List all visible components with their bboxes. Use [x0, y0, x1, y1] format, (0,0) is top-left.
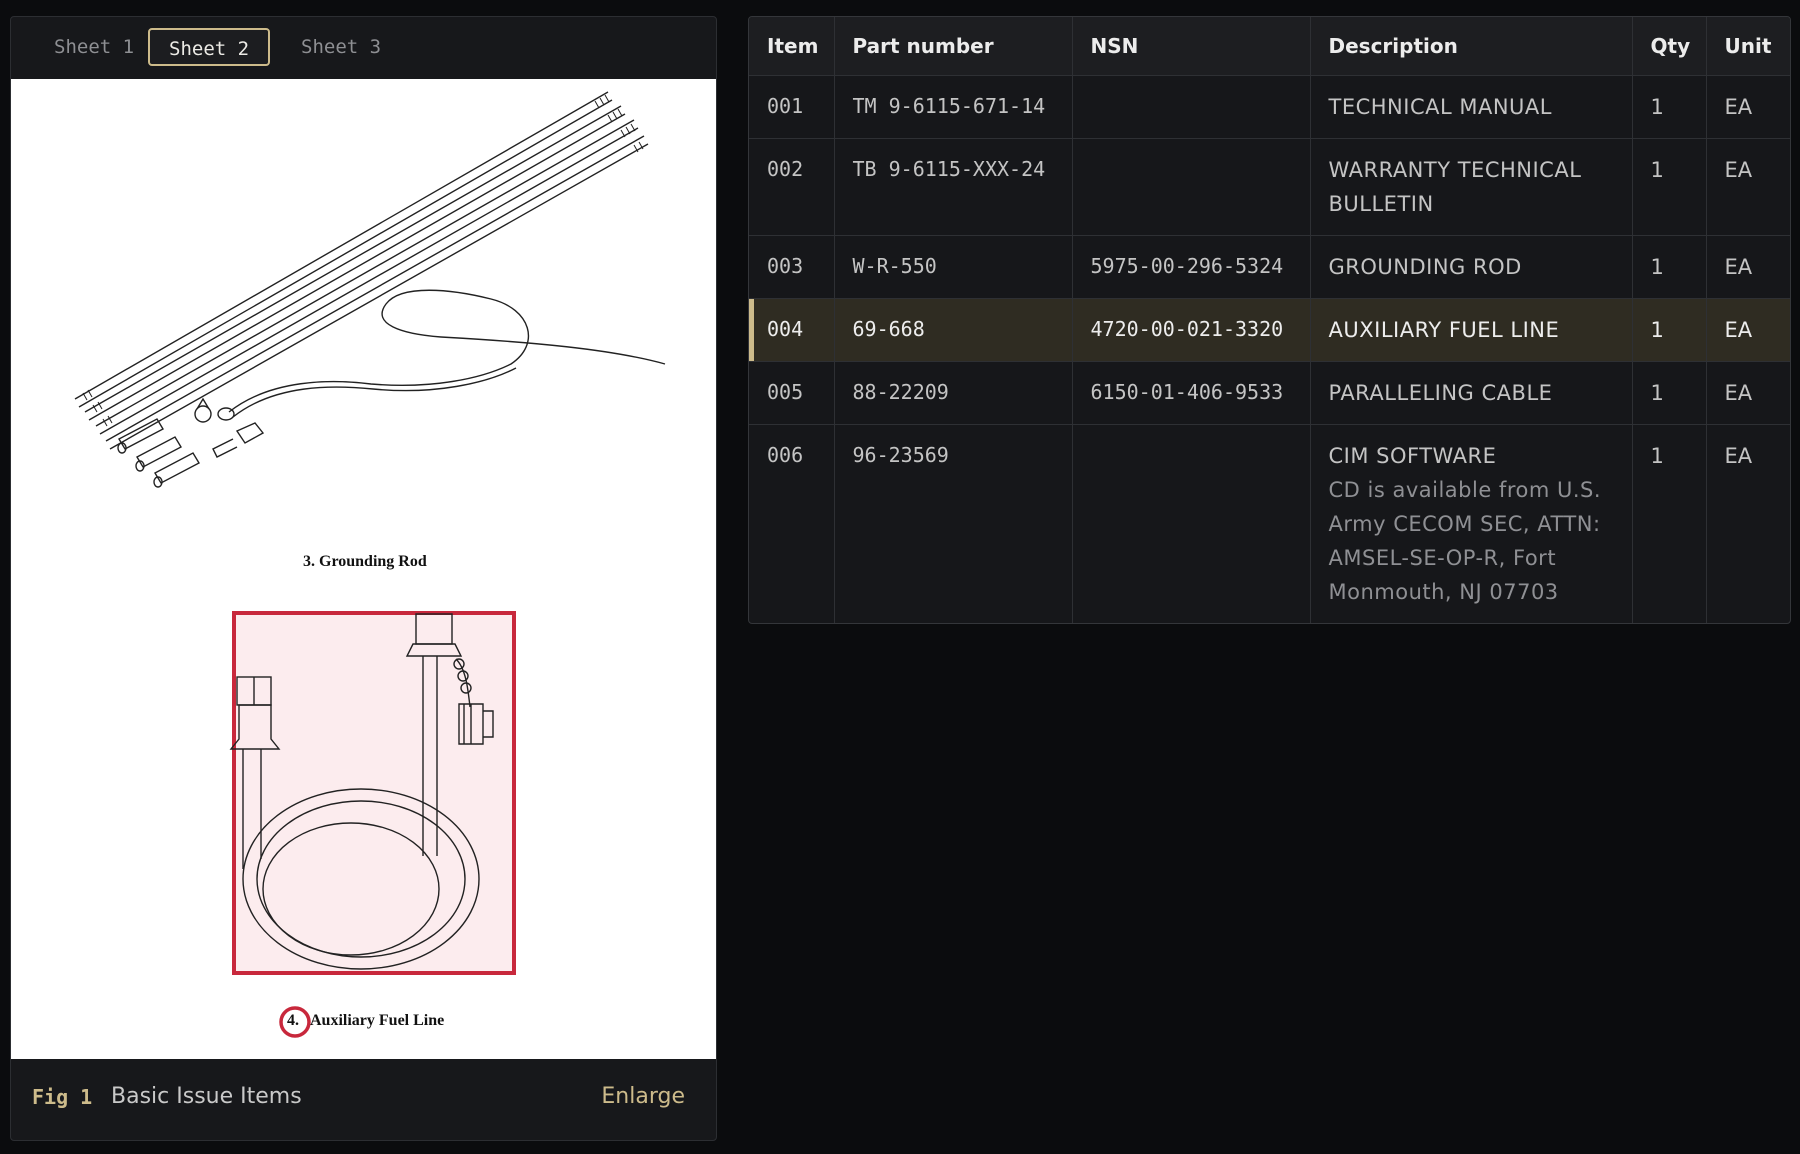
cell-item: 003: [749, 235, 834, 298]
header-unit[interactable]: Unit: [1706, 17, 1790, 75]
selected-item-highlight: [234, 613, 514, 973]
cell-description: TECHNICAL MANUAL: [1310, 75, 1632, 138]
cell-nsn: [1072, 138, 1310, 235]
caption-fuel-line: Auxiliary Fuel Line: [310, 1012, 445, 1029]
figure-title: Basic Issue Items: [111, 1084, 302, 1109]
cell-unit: EA: [1724, 443, 1753, 468]
header-qty[interactable]: Qty: [1632, 17, 1706, 75]
tab-sheet-1[interactable]: Sheet 1: [54, 36, 135, 58]
table-row[interactable]: [749, 424, 1790, 623]
cell-unit: EA: [1706, 235, 1790, 298]
cell-qty: 1: [1632, 235, 1706, 298]
cell-description: PARALLELING CABLE: [1310, 361, 1632, 424]
cell-item: 006: [749, 424, 834, 623]
cell-qty: 1: [1632, 75, 1706, 138]
figure-sheet: [11, 79, 716, 1059]
caption-fuel-line-number: 4.: [287, 1012, 299, 1029]
header-part-number[interactable]: Part number: [834, 17, 1072, 75]
figure-footer: [11, 1059, 716, 1141]
figure-panel: [10, 16, 717, 1141]
cell-nsn: 5975-00-296-5324: [1072, 235, 1310, 298]
enlarge-button[interactable]: Enlarge: [601, 1084, 685, 1109]
cell-qty: 1: [1632, 361, 1706, 424]
cell-nsn: [1072, 75, 1310, 138]
tab-sheet-3[interactable]: Sheet 3: [301, 36, 382, 58]
cell-nsn: 4720-00-021-3320: [1072, 298, 1310, 361]
cell-item: 004: [749, 298, 834, 361]
header-nsn[interactable]: NSN: [1072, 17, 1310, 75]
grounding-rod-illustration: [75, 92, 665, 487]
cell-qty: 1: [1632, 424, 1706, 623]
cell-unit: EA: [1706, 361, 1790, 424]
cell-nsn: [1072, 424, 1310, 623]
table-row[interactable]: [749, 361, 1790, 424]
cell-item: 005: [749, 361, 834, 424]
cell-item: 002: [749, 138, 834, 235]
cell-unit: EA: [1706, 75, 1790, 138]
description-note: CD is available from U.S. Army CECOM SEC, ATTN: AMSEL-SE-OP-R, Fort Monmouth, NJ 07703: [1328, 477, 1602, 604]
cell-part-number: TB 9-6115-XXX-24: [834, 138, 1072, 235]
cell-unit: EA: [1706, 298, 1790, 361]
table-row-selected[interactable]: [749, 298, 1790, 361]
figure-number: Fig 1: [32, 1085, 93, 1109]
caption-grounding-rod: 3. Grounding Rod: [303, 553, 427, 570]
parts-table: [748, 16, 1791, 624]
header-item[interactable]: Item: [749, 17, 834, 75]
cell-unit: EA: [1706, 138, 1790, 235]
table-row[interactable]: [749, 75, 1790, 138]
cell-description: AUXILIARY FUEL LINE: [1310, 298, 1632, 361]
table-header-row: [749, 17, 1790, 75]
header-description[interactable]: Description: [1310, 17, 1632, 75]
cell-item: 001: [749, 75, 834, 138]
cell-nsn: 6150-01-406-9533: [1072, 361, 1310, 424]
cell-description: WARRANTY TECHNICAL BULLETIN: [1310, 138, 1632, 235]
cell-part-number: W-R-550: [834, 235, 1072, 298]
cell-part-number: 88-22209: [834, 361, 1072, 424]
cell-part-number: TM 9-6115-671-14: [834, 75, 1072, 138]
table-row[interactable]: [749, 138, 1790, 235]
cell-description: [1310, 424, 1632, 623]
sheet-tabs: [11, 17, 716, 79]
cell-part-number: 96-23569: [834, 424, 1072, 623]
cell-description: GROUNDING ROD: [1310, 235, 1632, 298]
cell-qty: 1: [1632, 138, 1706, 235]
cell-qty: 1: [1632, 298, 1706, 361]
cell-part-number: 69-668: [834, 298, 1072, 361]
tab-sheet-2[interactable]: Sheet 2: [148, 28, 270, 66]
table-row[interactable]: [749, 235, 1790, 298]
description-text: CIM SOFTWARE: [1328, 443, 1497, 468]
